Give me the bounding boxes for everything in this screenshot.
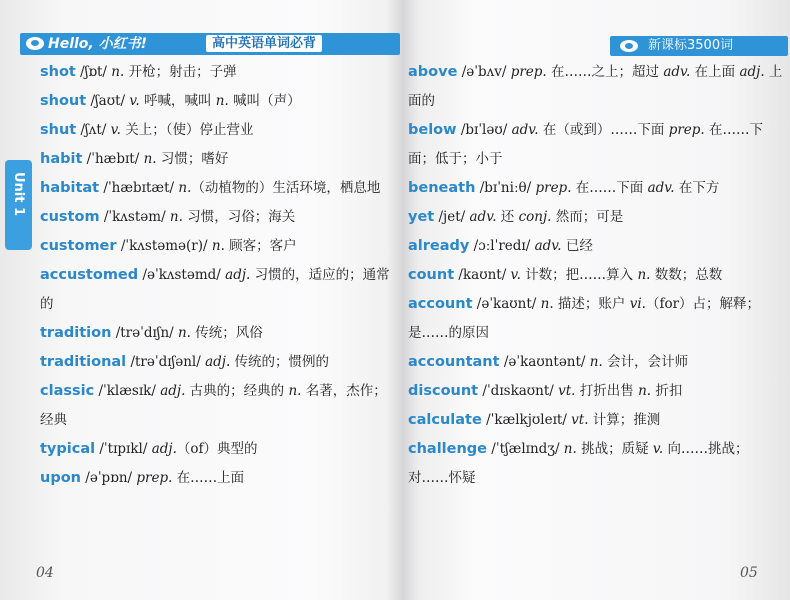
vocab-entry	[40, 319, 390, 348]
phonetic: /ˈkʌstəm/	[99, 209, 170, 225]
vocab-entry	[408, 435, 786, 493]
headword: yet	[408, 209, 435, 225]
vocab-entry	[408, 58, 786, 116]
vocab-entry	[40, 87, 390, 116]
definition: 在（或到）……下面	[538, 122, 669, 138]
vocab-entry	[40, 174, 390, 203]
unit-tab-label: Unit 1	[11, 172, 26, 217]
vocab-entry	[408, 203, 786, 232]
vocab-entry	[40, 145, 390, 174]
headword: custom	[40, 209, 100, 225]
headword: above	[408, 64, 458, 80]
headword: shot	[40, 64, 76, 80]
definition: 挑战；质疑	[576, 441, 653, 457]
headword: tradition	[40, 325, 112, 341]
phonetic: /əˈpɒn/	[81, 470, 137, 486]
part-of-speech: n.	[540, 296, 554, 312]
part-of-speech: prep.	[668, 122, 705, 138]
part-of-speech: n.	[288, 383, 302, 399]
headword: habitat	[40, 180, 100, 196]
phonetic: /ˈhæbɪtæt/	[99, 180, 179, 196]
part-of-speech: adv.	[534, 238, 562, 254]
definition: 传统的；惯例的	[230, 354, 330, 370]
headword: beneath	[408, 180, 476, 196]
vocab-entry	[408, 261, 786, 290]
vocab-entry	[40, 464, 390, 493]
definition: 传统；风俗	[190, 325, 263, 341]
phonetic: /ˈklæsɪk/	[94, 383, 161, 399]
vocab-entry	[40, 348, 390, 377]
headword: accustomed	[40, 267, 139, 283]
part-of-speech: prep.	[535, 180, 572, 196]
definition: 喊叫（声）	[228, 93, 301, 109]
vocab-entry	[40, 58, 390, 87]
definition: 已经	[561, 238, 593, 254]
definition: 还	[496, 209, 519, 225]
phonetic: /ʃɒt/	[75, 64, 112, 80]
part-of-speech: n.	[111, 64, 125, 80]
phonetic: /bɪˈniːθ/	[475, 180, 536, 196]
definition: 开枪；射击；子弹	[124, 64, 237, 80]
phonetic: /ˈtɪpɪkl/	[95, 441, 152, 457]
definition: 数数；总数	[650, 267, 723, 283]
definition: 计数；把……算入	[520, 267, 638, 283]
definition: 习惯；嗜好	[156, 151, 229, 167]
part-of-speech: v.	[110, 122, 121, 138]
headword: discount	[408, 383, 479, 399]
definition: 上面的	[408, 64, 783, 109]
vocab-entry	[40, 116, 390, 145]
part-of-speech: prep.	[510, 64, 547, 80]
part-of-speech: n.	[177, 325, 191, 341]
vocab-entry	[408, 290, 786, 348]
right-entry-list	[408, 58, 786, 493]
phonetic: /bɪˈləʊ/	[456, 122, 512, 138]
part-of-speech: vt.	[558, 383, 576, 399]
part-of-speech: adv.	[663, 64, 691, 80]
phonetic: /ʃaʊt/	[86, 93, 130, 109]
definition: 折扣	[651, 383, 683, 399]
vocab-entry	[408, 232, 786, 261]
definition: 然而；可是	[551, 209, 624, 225]
headword: habit	[40, 151, 83, 167]
part-of-speech: v.	[510, 267, 521, 283]
phonetic: /trəˈdɪʃənl/	[126, 354, 206, 370]
phonetic: /ˈkælkjʊleɪt/	[481, 412, 572, 428]
phonetic: /kaʊnt/	[454, 267, 511, 283]
headword: accountant	[408, 354, 500, 370]
page-number-left: 04	[36, 565, 54, 581]
definition: （for）占；解释；是……的原因	[408, 296, 761, 341]
part-of-speech: v.	[652, 441, 664, 457]
part-of-speech: adj.	[225, 267, 251, 283]
part-of-speech: n.	[215, 93, 229, 109]
phonetic: /əˈkaʊntənt/	[499, 354, 590, 370]
part-of-speech: adv.	[511, 122, 539, 138]
part-of-speech: vt.	[571, 412, 589, 428]
part-of-speech: n.	[637, 267, 651, 283]
part-of-speech: n.	[143, 151, 157, 167]
header-brand: Hello, 小红书!	[48, 36, 148, 52]
phonetic: /əˈkaʊnt/	[472, 296, 541, 312]
part-of-speech: vi.	[629, 296, 646, 312]
headword: traditional	[40, 354, 127, 370]
definition: 关上；（使）停止营业	[120, 122, 254, 138]
definition: 在……下面；低于；小于	[408, 122, 764, 167]
vocab-entry	[40, 435, 390, 464]
part-of-speech: n.	[211, 238, 225, 254]
phonetic: /əˈkʌstəmd/	[138, 267, 226, 283]
definition: 打折出售	[575, 383, 639, 399]
phonetic: /ˈhæbɪt/	[82, 151, 144, 167]
definition: 呼喊，喊叫	[139, 93, 216, 109]
phonetic: /ˈkʌstəmə(r)/	[116, 238, 212, 254]
headword: calculate	[408, 412, 482, 428]
part-of-speech: adj.	[739, 64, 765, 80]
part-of-speech: n.	[178, 180, 192, 196]
headword: typical	[40, 441, 96, 457]
definition: 在……之上；超过	[546, 64, 664, 80]
definition: 习惯，习俗；海关	[182, 209, 296, 225]
definition: 会计，会计师	[602, 354, 689, 370]
definition: 计算；推测	[588, 412, 661, 428]
headword: count	[408, 267, 455, 283]
phonetic: /ˈdɪskaʊnt/	[478, 383, 559, 399]
headword: shut	[40, 122, 77, 138]
left-entry-list	[40, 58, 390, 493]
definition: 在下方	[674, 180, 720, 196]
definition: 在……下面	[571, 180, 648, 196]
right-page	[405, 0, 790, 600]
headword: challenge	[408, 441, 488, 457]
vocab-entry	[40, 203, 390, 232]
part-of-speech: prep.	[136, 470, 173, 486]
headword: classic	[40, 383, 95, 399]
definition: 习惯的，适应的；通常的	[40, 267, 390, 312]
vocab-entry	[408, 116, 786, 174]
headword: already	[408, 238, 470, 254]
series-header-banner	[610, 36, 788, 56]
part-of-speech: adj.	[205, 354, 231, 370]
headword: upon	[40, 470, 81, 486]
vocab-entry	[408, 348, 786, 377]
phonetic: /ˈtʃælɪndʒ/	[487, 441, 564, 457]
definition: 古典的；经典的	[185, 383, 289, 399]
definition: （of）典型的	[176, 441, 258, 457]
part-of-speech: adv.	[469, 209, 497, 225]
definition: 名著，杰作；经典	[40, 383, 387, 428]
vocab-entry	[408, 406, 786, 435]
vocab-entry	[408, 377, 786, 406]
part-of-speech: adj.	[151, 441, 177, 457]
part-of-speech: n.	[589, 354, 603, 370]
headword: account	[408, 296, 473, 312]
definition: 在上面	[690, 64, 740, 80]
phonetic: /ʃʌt/	[76, 122, 111, 138]
part-of-speech: adv.	[647, 180, 675, 196]
series-logo-icon	[620, 40, 638, 52]
definition: 描述；账户	[553, 296, 630, 312]
page-number-right: 05	[740, 565, 758, 581]
header-series: 新课标3500词	[648, 38, 734, 53]
headword: below	[408, 122, 457, 138]
unit-tab	[5, 160, 32, 250]
definition: 在……上面	[172, 470, 245, 486]
part-of-speech: n.	[169, 209, 183, 225]
headword: customer	[40, 238, 117, 254]
header-book-title: 高中英语单词必背	[206, 35, 322, 52]
phonetic: /jet/	[434, 209, 470, 225]
definition: （动植物的）生活环境，栖息地	[191, 180, 381, 196]
page-header-banner	[20, 33, 400, 55]
vocab-entry	[40, 232, 390, 261]
brand-logo-icon	[26, 37, 44, 50]
part-of-speech: n.	[638, 383, 652, 399]
definition: 向……挑战；对……怀疑	[408, 441, 749, 486]
vocab-entry	[40, 377, 390, 435]
definition: 顾客；客户	[224, 238, 297, 254]
part-of-speech: adj.	[160, 383, 186, 399]
part-of-speech: v.	[129, 93, 140, 109]
headword: shout	[40, 93, 87, 109]
vocab-entry	[40, 261, 390, 319]
vocab-entry	[408, 174, 786, 203]
part-of-speech: n.	[563, 441, 577, 457]
phonetic: /trəˈdɪʃn/	[111, 325, 178, 341]
part-of-speech: conj.	[518, 209, 552, 225]
phonetic: /əˈbʌv/	[457, 64, 511, 80]
phonetic: /ɔːlˈredɪ/	[469, 238, 535, 254]
